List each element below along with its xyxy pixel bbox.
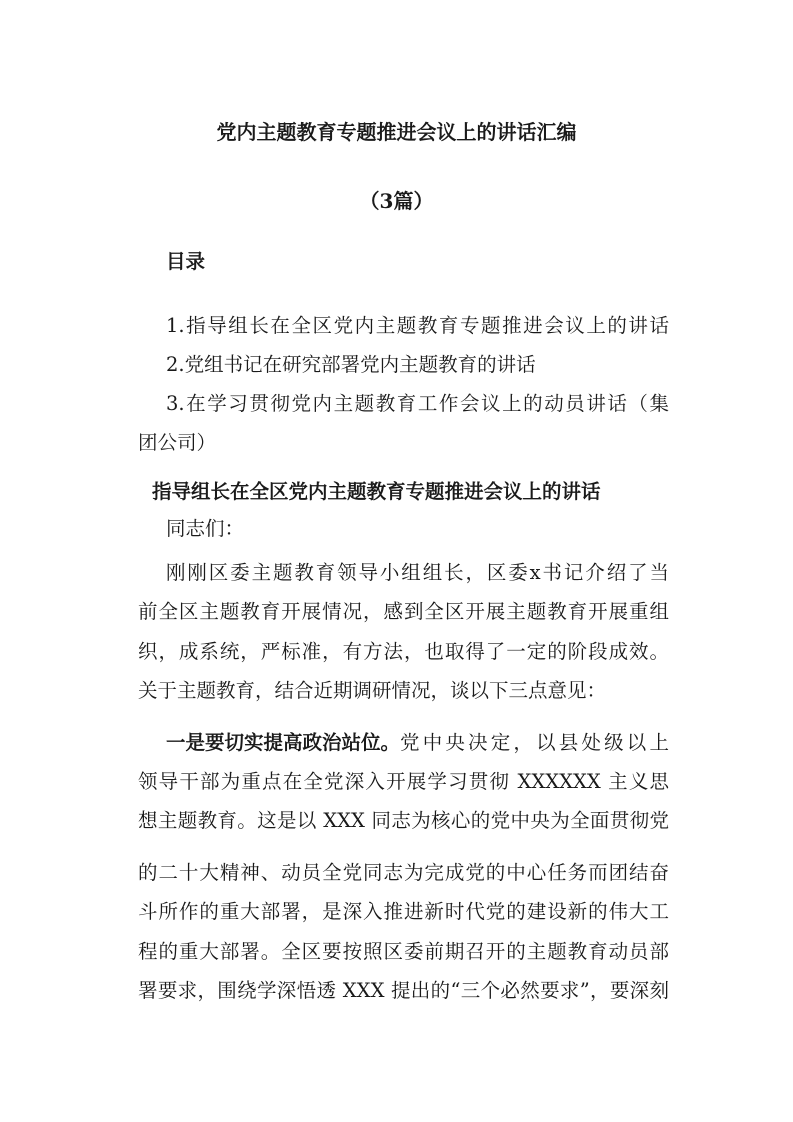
paragraph-text: 党中央决定，以县处级以上 [400,731,669,754]
paragraph-line: 想主题教育。这是以 XXX 同志为核心的党中央为全面贯彻党 [138,809,669,832]
toc-item: 2.党组书记在研究部署党内主题教育的讲话 [166,353,536,376]
emphasis-text: 一是要切实提高政治站位。 [166,731,401,754]
document-subtitle: （3篇） [359,189,434,213]
paragraph-line: 织，成系统，严标准，有方法，也取得了一定的阶段成效。 [138,640,669,663]
salutation: 同志们： [166,517,245,540]
toc-item: 3.在学习贯彻党内主题教育工作会议上的动员讲话（集 [166,392,669,415]
paragraph-line [166,731,669,755]
paragraph-line: 程的重大部署。全区要按照区委前期召开的主题教育动员部 [138,940,669,963]
paragraph-line: 领导干部为重点在全党深入开展学习贯彻 XXXXXX 主义思 [138,770,669,793]
toc-item: 1.指导组长在全区党内主题教育专题推进会议上的讲话 [166,314,669,337]
paragraph-line: 关于主题教育，结合近期调研情况，谈以下三点意见： [138,679,607,702]
paragraph-line: 前全区主题教育开展情况，感到全区开展主题教育开展重组 [138,600,669,623]
section-heading: 指导组长在全区党内主题教育专题推进会议上的讲话 [152,480,601,503]
toc-item-continued: 团公司） [138,431,217,454]
toc-heading: 目录 [166,250,206,273]
paragraph-line: 的二十大精神、动员全党同志为完成党的中心任务而团结奋 [138,861,669,884]
document-title: 党内主题教育专题推进会议上的讲话汇编 [216,120,577,144]
paragraph-line: 刚刚区委主题教育领导小组组长，区委x书记介绍了当 [166,561,669,584]
paragraph-line: 署要求，围绕学深悟透 XXX 提出的“三个必然要求”，要深刻 [138,979,669,1002]
paragraph-line: 斗所作的重大部署，是深入推进新时代党的建设新的伟大工 [138,900,669,923]
